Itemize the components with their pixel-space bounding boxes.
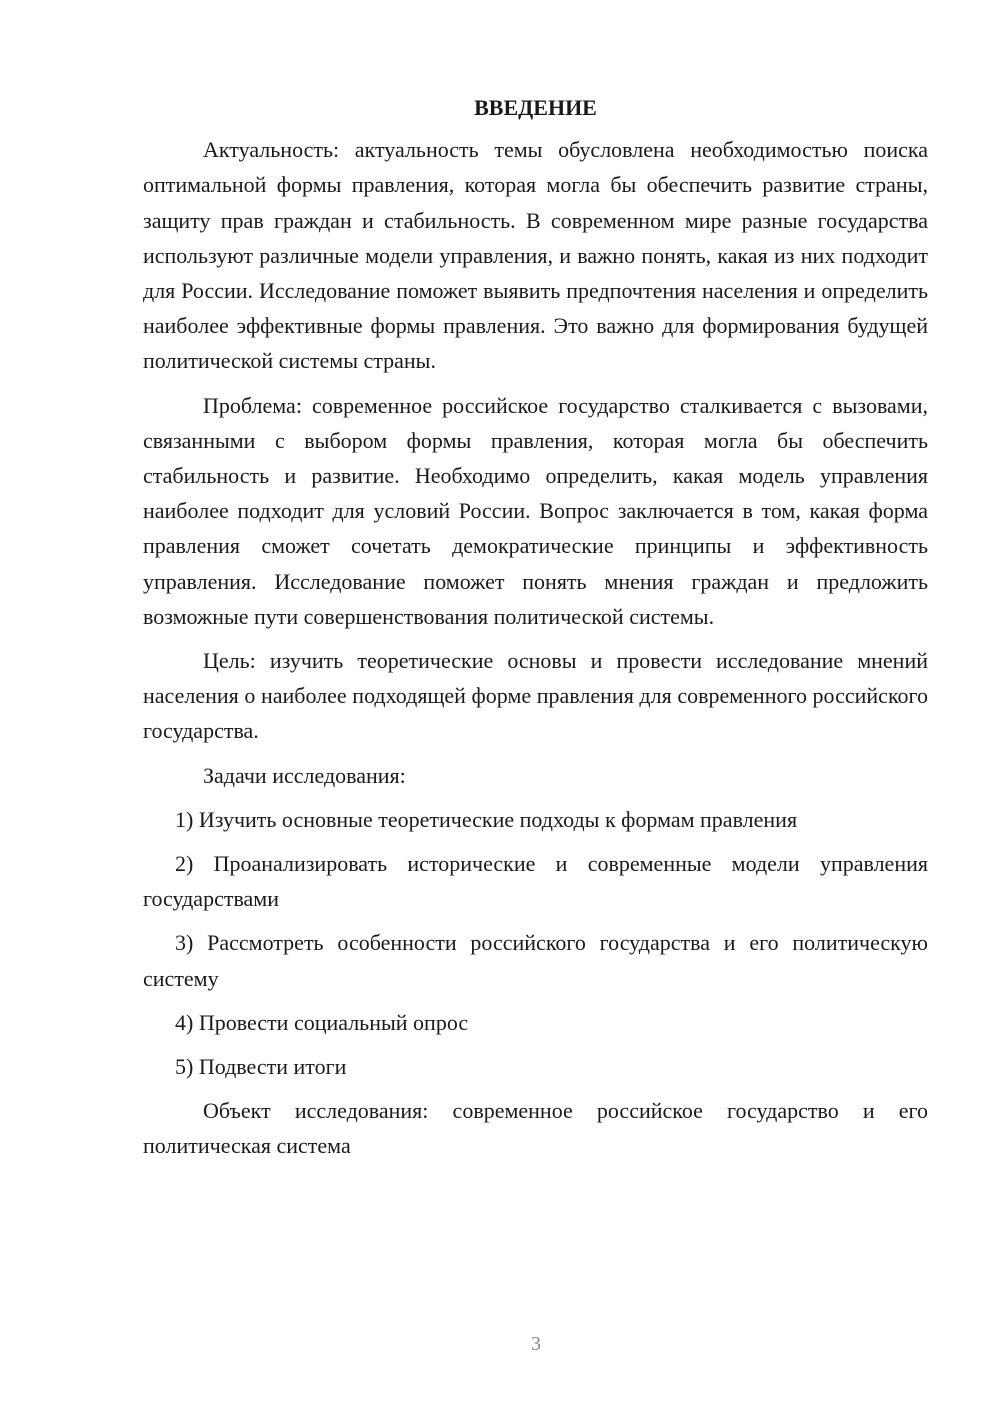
page-number: 3 xyxy=(531,1333,541,1355)
paragraph-relevance: Актуальность: актуальность темы обусловлена необходимостью поиска оптимальной формы правления, которая могла бы обеспечить развитие страны, защиту прав граждан и стабильность. В современном мире разные государства используют различные модели управления, и важно понять, какая из них подходит для России. Исследование поможет выявить предпочтения населения и определить наиболее эффективные формы правления. Это важно для формирования будущей политической системы страны. xyxy=(143,137,928,374)
section-title: ВВЕДЕНИЕ xyxy=(474,95,597,120)
task-item-5: 5) Подвести итоги xyxy=(175,1054,347,1080)
task-item-3: 3) Рассмотреть особенности российского государства и его политическую систему xyxy=(143,930,928,991)
paragraph-problem: Проблема: современное российское государство сталкивается с вызовами, связанными с выбором формы правления, которая могла бы обеспечить стабильность и развитие. Необходимо определить, какая модель управления наиболее подходит для условий России. Вопрос заключается в том, какая форма правления сможет сочетать демократические принципы и эффективность управления. Исследование поможет понять мнения граждан и предложить возможные пути совершенствования политической системы. xyxy=(143,392,928,629)
task-item-2: 2) Проанализировать исторические и современные модели управления государствами xyxy=(143,851,928,912)
document-page xyxy=(143,90,928,1173)
task-item-1: 1) Изучить основные теоретические подходы к формам правления xyxy=(175,806,798,832)
paragraph-goal: Цель: изучить теоретические основы и провести исследование мнений населения о наиболее подходящей форме правления для современного российского государства. xyxy=(143,648,928,744)
paragraph-object: Объект исследования: современное российское государство и его политическая система xyxy=(143,1098,928,1159)
tasks-heading: Задачи исследования: xyxy=(203,762,406,788)
task-item-4: 4) Провести социальный опрос xyxy=(175,1009,469,1035)
